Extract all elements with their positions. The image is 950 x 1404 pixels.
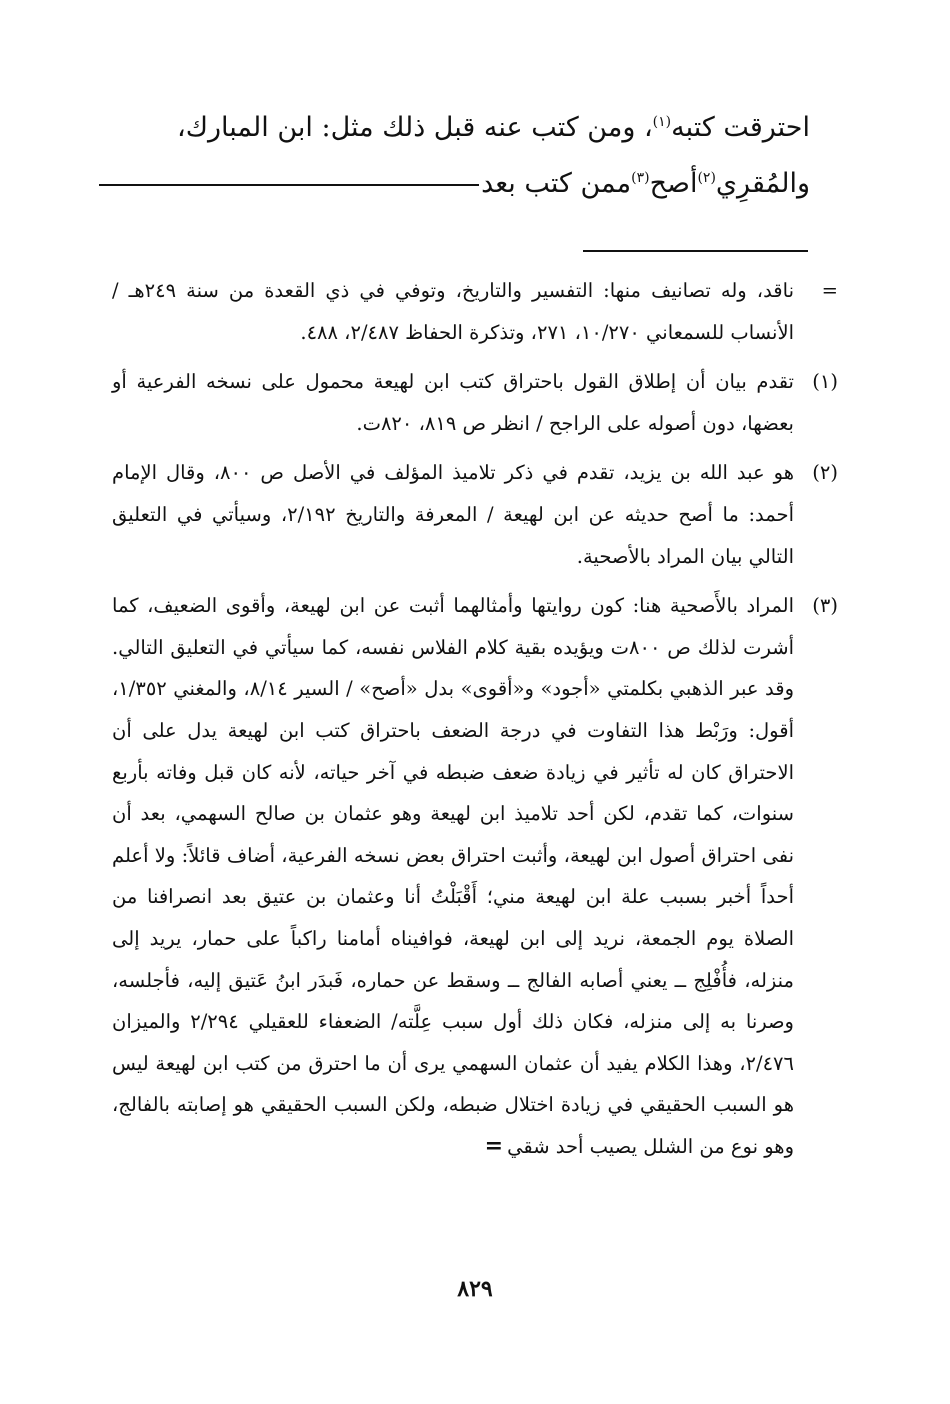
- footnote-ref-3: (٣): [631, 170, 650, 186]
- footnotes: [112, 270, 838, 1175]
- main-text: [110, 100, 810, 212]
- footnote-ref-1: (١): [652, 114, 672, 130]
- footnote-continuation: [112, 270, 838, 353]
- main-line-1-part-1: احترقت كتبه: [671, 112, 810, 143]
- footnote-1-marker: (١): [812, 370, 838, 394]
- footnote-2-text: هو عبد الله بن يزيد، تقدم في ذكر تلاميذ المؤلف في الأصل ص ٨٠٠، وقال الإمام أحمد: ما أصح حديثه عن ابن لهيعة / المعرفة والتاريخ ٢/١٩٢، وسيأتي في التعليق التالي بيان المراد بالأصحية.: [112, 461, 794, 568]
- continuation-rule: [99, 184, 479, 186]
- footnote-1-text: تقدم بيان أن إطلاق القول باحتراق كتب ابن لهيعة محمول على نسخه الفرعية أو بعضها، دون أصوله على الراجح / انظر ص ٨١٩، ٨٢٠ت.: [112, 370, 794, 435]
- main-line-1-part-2: ، ومن كتب عنه قبل ذلك مثل: ابن المبارك،: [177, 112, 653, 143]
- footnote-3-body: [112, 585, 794, 1167]
- main-line-2-part-2: أصح: [649, 168, 698, 199]
- main-line-2: [110, 156, 810, 212]
- continuation-marker: =: [821, 279, 838, 302]
- footnote-3-marker: (٣): [812, 594, 838, 618]
- footnote-2: [112, 452, 838, 577]
- footnote-3-trailing-marker: =: [484, 1132, 504, 1159]
- footnote-2-marker: (٢): [812, 461, 838, 485]
- page-number: ٨٢٩: [457, 1276, 493, 1302]
- main-line-2-part-3: ممن كتب بعد: [481, 168, 632, 199]
- main-line-2-part-1: والمُقرِي: [715, 168, 810, 199]
- footnote-separator: [583, 250, 808, 252]
- main-line-1: [110, 100, 810, 156]
- continuation-text: ناقد، وله تصانيف منها: التفسير والتاريخ، وتوفي في ذي القعدة من سنة ٢٤٩هـ / الأنساب للسمعاني ١٠/٢٧٠، ٢٧١، وتذكرة الحفاظ ٢/٤٨٧، ٤٨٨.: [112, 279, 795, 344]
- footnote-3: [112, 585, 838, 1167]
- footnote-3-text: المراد بالأَصحية هنا: كون روايتها وأمثالهما أثبت عن ابن لهيعة، وأقوى الضعيف، كما أشرت لذلك ص ٨٠٠ت ويؤيده بقية كلام الفلاس نفسه، كما سيأتي في التعليق التالي. وقد عبر الذهبي بكلمتي «أجود» و«أقوى» بدل «أصح» / السير ٨/١٤، والمغني ١/٣٥٢، أقول: ورَبْط هذا التفاوت في درجة الضعف باحتراق كتب ابن لهيعة يدل على أن الاحتراق كان له تأثير في زيادة ضعف ضبطه في آخر حياته، لأنه كان قبل وفاته بأربع سنوات، كما تقدم، لكن أحد تلاميذ ابن لهيعة وهو عثمان بن صالح السهمي، بعد أن نفى احتراق أصول ابن لهيعة، وأثبت احتراق بعض نسخه الفرعية، أضاف قائلاً: ولا أعلم أحداً أخبر بسبب علة ابن لهيعة مني؛ أَقْبَلْتُ أنا وعثمان بن عتيق بعد انصرافنا من الصلاة يوم الجمعة، نريد إلى ابن لهيعة، فوافيناه أمامنا راكباً على حمار، يريد إلى منزله، فأُفْلِج ــ يعني أصابه الفالج ــ وسقط عن حماره، فَبدَر ابنُ عَتيق إليه، فأجلسه، وصرنا به إلى منزله، فكان ذلك أول سبب عِلَّته/ الضعفاء للعقيلي ٢/٢٩٤ والميزان ٢/٤٧٦، وهذا الكلام يفيد أن عثمان السهمي يرى أن ما احترق من كتب ابن لهيعة ليس هو السبب الحقيقي في زيادة اختلال ضبطه، ولكن السبب الحقيقي هو إصابته بالفالج، وهو نوع من الشلل يصيب أحد شقي: [112, 594, 794, 1158]
- footnote-ref-2: (٢): [697, 170, 716, 186]
- footnote-1: [112, 361, 838, 444]
